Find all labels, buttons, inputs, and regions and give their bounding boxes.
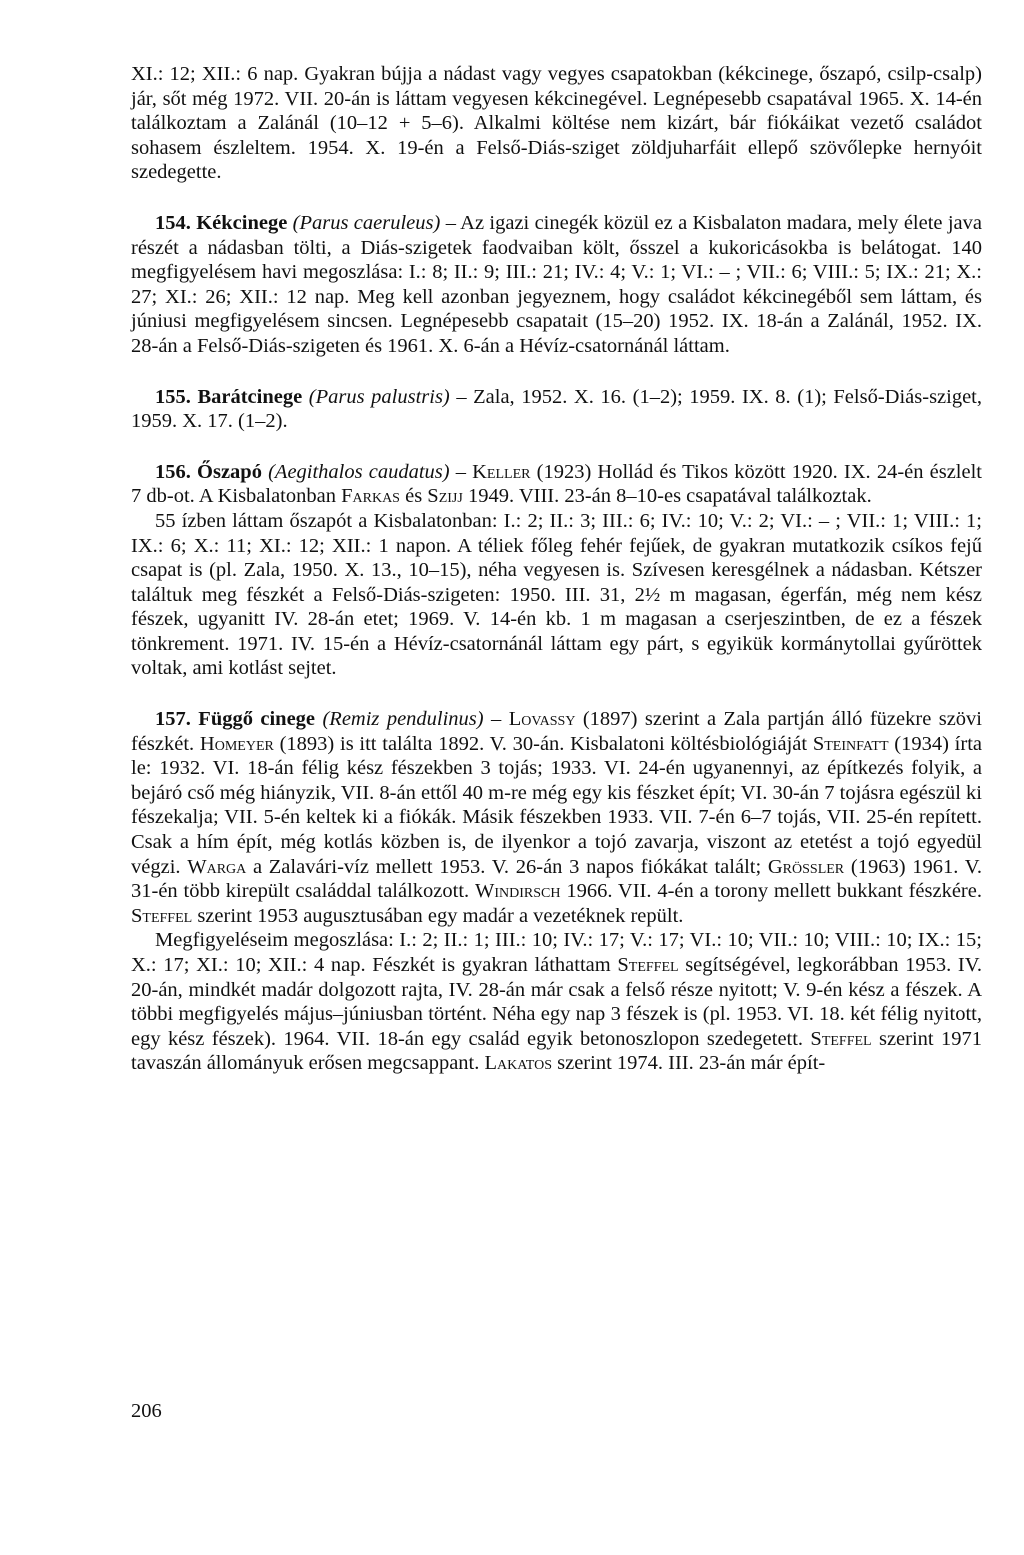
entry-text: segítségével, legkorábban 1953. IV. 20-án, mindkét madár dolgozott rajta, IV. 28-án már csak a felső része nyitott; V. 9-én kész a fészek. A többi megfigyelés május–júniusban történt. Néha egy nap 3 fészek is (pl. 1953. VI. 18. két félig nyitott, egy kész fészek). 1964. VII. 18-án egy család egyik betonoszlopon szedegetett. bbox=[131, 954, 982, 1050]
entry-text: (1963) 1961. V. 31-én több kirepült családdal találkozott. bbox=[131, 855, 982, 903]
entry-number: 156. bbox=[155, 460, 191, 483]
author-name: Lakatos bbox=[484, 1052, 552, 1075]
author-name: Steinfatt bbox=[812, 732, 889, 755]
entry-text: (1893) is itt találta 1892. V. 30-án. Kisbalatoni költésbiológiáját bbox=[273, 732, 813, 755]
author-name: Homeyer bbox=[199, 732, 274, 755]
entry-text: és bbox=[399, 485, 428, 508]
latin-name: (Parus caeruleus) bbox=[292, 211, 441, 234]
entry-text: – Zala, 1952. X. 16. (1–2); 1959. IX. 8. (1); Felső-Diás-sziget, 1959. X. 17. (1–2). bbox=[131, 385, 983, 433]
page-number: 206 bbox=[131, 1400, 162, 1422]
species-name: Kékcinege bbox=[196, 211, 288, 234]
entry-text: – bbox=[483, 708, 509, 731]
species-name: Barátcinege bbox=[197, 385, 303, 408]
species-name: Őszapó bbox=[197, 460, 262, 483]
entry-text: 1966. VII. 4-én a torony mellett bukkant fészkére. bbox=[560, 880, 982, 903]
author-name: Grössler bbox=[767, 855, 845, 878]
author-name: Szijj bbox=[427, 485, 463, 508]
author-name: Warga bbox=[187, 855, 247, 878]
entry-156 bbox=[131, 460, 982, 509]
entry-text: (1923) Hollád és Tikos között 1920. IX. 24-én észlelt 7 db-ot. A Kisbalatonban bbox=[131, 460, 982, 508]
entry-text: Megfigyeléseim megoszlása: I.: 2; II.: 1; III.: 10; IV.: 17; V.: 17; VI.: 10; VII.: 10; VIII.: 10; IX.: 15; X.: 17; XI.: 10; XII.: 4 nap. Fészkét is gyakran láthattam bbox=[131, 929, 982, 976]
entry-text: (1934) írta le: 1932. VI. 18-án félig kész fészekben 3 tojás; 1933. VI. 24-én ugyanennyi, az építkezés folyik, a bejáró cső még hiányzik, VII. 8-án ettől 40 m-re még egy kis fészket épít; VI. 30-án 7 tojásra egészül ki fészekalja; VII. 5-én keltek ki a fiókák. Másik fészekben 1933. VII. 7-én 6–7 tojás, VII. 25-én repített. Csak a hím épít, még kotlás közben is, de ilyenkor a tojó zavarja, viszont az etetést a tojó egyedül végzi. bbox=[131, 732, 982, 878]
entry-text: szerint 1974. III. 23-án már épít- bbox=[552, 1052, 826, 1075]
latin-name: (Parus palustris) bbox=[308, 385, 450, 408]
author-name: Lovassy bbox=[508, 708, 576, 731]
entry-157 bbox=[131, 707, 982, 928]
author-name: Steffel bbox=[810, 1027, 872, 1050]
entry-156-observations: 55 ízben láttam őszapót a Kisbalatonban: I.: 2; II.: 3; III.: 6; IV.: 10; V.: 2; VI.: – ; VII.: 1; VIII.: 1; IX.: 6; X.: 11; XI.: 12; XII.: 1 napon. A téliek főleg fehér fejűek, de gyakran mutatkozik csíkos fejű csapat is (pl. Zala, 1950. X. 13., 10–15), néha vegyesen is. Szívesen keresgélnek a nádasban. Kétszer találtuk meg fészkét a Felső-Diás-szigeten: 1950. III. 31, 2½ m magasan, égerfán, még nem kész fészek, ugyanitt IV. 28-án etet; 1969. V. 14-én kb. 1 m magasan a cserjeszintben, de ez a fészek tönkrement. 1971. IV. 15-én a Hévíz-csatornánál láttam egy párt, s egyikük kormánytollai gyűröttek voltak, ami kotlást sejtet. bbox=[131, 509, 982, 680]
latin-name: (Remiz pendulinus) bbox=[322, 708, 484, 731]
entry-157-observations bbox=[131, 928, 982, 1076]
page-body bbox=[131, 62, 982, 1076]
author-name: Steffel bbox=[617, 954, 679, 976]
entry-154 bbox=[131, 211, 982, 359]
entry-text: szerint 1953 augusztusában egy madár a vezetéknek repült. bbox=[192, 904, 684, 927]
entry-text: 1949. VIII. 23-án 8–10-es csapatával találkoztak. bbox=[462, 485, 872, 508]
entry-number: 157. bbox=[155, 708, 191, 731]
entry-number: 155. bbox=[155, 385, 191, 408]
entry-text: szerint 1971 tavaszán állományuk erősen megcsappant. bbox=[131, 1027, 982, 1075]
paragraph-continued: XI.: 12; XII.: 6 nap. Gyakran bújja a nádast vagy vegyes csapatokban (kékcinege, őszapó, csilp-csalp) jár, sőt még 1972. VII. 20-án is láttam vegyesen kékcinegével. Legnépesebb csapatával 1965. X. 14-én találkoztam a Zalánál (10–12 + 5–6). Alkalmi költése nem kizárt, bár fiókáikat vezető családot sohasem észleltem. 1954. X. 19-én a Felső-Diás-sziget zöldjuharfáit ellepő szövőlepke hernyóit szedegette. bbox=[131, 63, 982, 184]
entry-text: (1897) szerint a Zala partján álló füzekre szövi fészkét. bbox=[131, 708, 982, 755]
entry-155 bbox=[131, 385, 982, 434]
entry-text: – Az igazi cinegék közül ez a Kisbalaton madara, mely élete java részét a nádasban tölti, a Diás-szigetek faodvaiban költ, ősszel a kukoricásokba is belátogat. 140 megfigyelésem havi megoszlása: I.: 8; II.: 9; III.: 21; IV.: 4; V.: 1; VI.: – ; VII.: 6; VIII.: 5; IX.: 21; X.: 27; XI.: 26; XII.: 12 nap. Meg kell azonban jegyeznem, hogy családot kékcinegéből sem láttam, és júniusi megfigyelésem sincsen. Legnépesebb csapatait (15–20) 1952. IX. 18-án a Zalánál, 1952. IX. 28-án a Felső-Diás-szigeten és 1961. X. 6-án a Hévíz-csatornánál láttam. bbox=[131, 211, 982, 357]
author-name: Steffel bbox=[131, 904, 193, 927]
entry-number: 154. bbox=[155, 211, 191, 234]
author-name: Farkas bbox=[341, 485, 400, 508]
author-name: Windirsch bbox=[475, 880, 561, 903]
entry-text: a Zalavári-víz mellett 1953. V. 26-án 3 napos fiókákat talált; bbox=[246, 855, 768, 878]
entry-text: – bbox=[449, 460, 473, 483]
species-name: Függő cinege bbox=[198, 708, 316, 731]
author-name: Keller bbox=[472, 460, 531, 483]
latin-name: (Aegithalos caudatus) bbox=[268, 460, 450, 483]
